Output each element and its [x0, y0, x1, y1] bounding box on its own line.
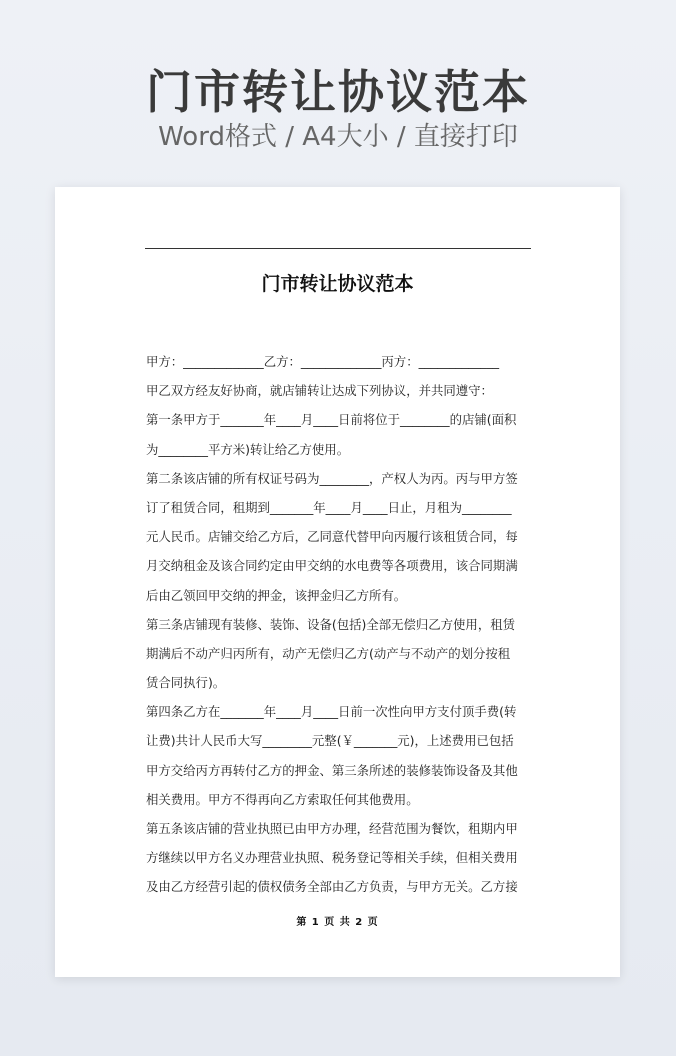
header-rule: [145, 248, 531, 249]
body-line: 第三条店铺现有装修、装饰、设备(包括)全部无偿归乙方使用，租赁: [146, 616, 515, 632]
body-line: 月交纳租金及该合同约定由甲交纳的水电费等各项费用，该合同期满: [146, 558, 518, 574]
body-line: 相关费用。甲方不得再向乙方索取任何其他费用。: [146, 791, 419, 807]
body-line: 让费)共计人民币大写________元整(￥_______元)，上述费用已包括: [146, 733, 514, 749]
document-title: 门市转让协议范本: [261, 273, 414, 295]
body-line: 第四条乙方在_______年____月____日前一次性向甲方支付顶手费(转: [146, 704, 517, 720]
document-page: [55, 187, 620, 977]
body-line: 为________平方米)转让给乙方使用。: [146, 441, 350, 457]
body-line: 赁合同执行)。: [146, 675, 226, 691]
body-line: 方继续以甲方名义办理营业执照、税务登记等相关手续，但相关费用: [146, 850, 518, 866]
body-line: 订了租赁合同，租期到_______年____月____日止，月租为________: [146, 499, 512, 515]
body-line: 期满后不动产归丙所有，动产无偿归乙方(动产与不动产的划分按租: [146, 645, 511, 661]
banner-subtitle: Word格式 / A4大小 / 直接打印: [158, 122, 518, 152]
body-line: 后由乙领回甲交纳的押金，该押金归乙方所有。: [146, 587, 407, 603]
body-line: 第五条该店铺的营业执照已由甲方办理，经营范围为餐饮，租期内甲: [146, 821, 518, 836]
body-line: 甲方：_____________乙方：_____________丙方：_____________: [146, 354, 500, 369]
body-line: 元人民币。店铺交给乙方后，乙同意代替甲向丙履行该租赁合同，每: [146, 529, 518, 545]
page-number: 第 1 页 共 2 页: [296, 917, 379, 928]
body-line: 甲方交给丙方再转付乙方的押金、第三条所述的装修装饰设备及其他: [146, 762, 518, 778]
banner-title: 门市转让协议范本: [146, 65, 530, 119]
body-line: 及由乙方经营引起的债权债务全部由乙方负责，与甲方无关。乙方接: [146, 879, 518, 895]
body-line: 甲乙双方经友好协商，就店铺转让达成下列协议，并共同遵守：: [146, 383, 493, 399]
document-body: [146, 347, 530, 902]
body-line: 第二条该店铺的所有权证号码为________，产权人为丙。丙与甲方签: [146, 470, 518, 486]
body-line: 第一条甲方于_______年____月____日前将位于________的店铺(面积: [146, 412, 517, 428]
